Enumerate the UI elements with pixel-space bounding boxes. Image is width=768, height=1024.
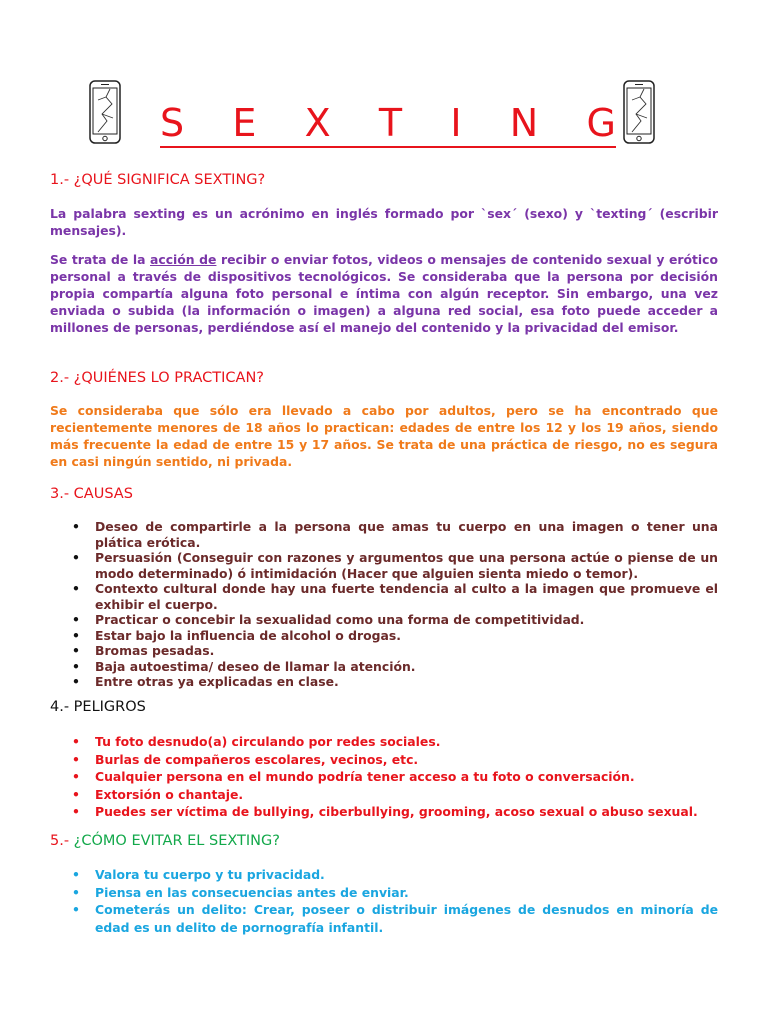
list-item: • Piensa en las consecuencias antes de enviar. [50, 884, 718, 902]
section-1-paragraph-1: La palabra sexting es un acrónimo en inglés formado por `sex´ (sexo) y `texting´ (escribir mensajes). [50, 206, 718, 238]
list-item: • Deseo de compartirle a la persona que amas tu cuerpo en una imagen o tener una plática erótica. [50, 519, 718, 550]
title-letter: T [378, 101, 403, 145]
causes-list [50, 519, 718, 690]
cracked-phone-icon [88, 80, 122, 144]
heading-number: 5.- [50, 833, 70, 849]
list-item: • Valora tu cuerpo y tu privacidad. [50, 866, 718, 884]
underlined-text: acción de [150, 252, 217, 267]
paragraph-text: recibir o enviar fotos, videos o mensajes de contenido sexual y erótico personal a través de dispositivos tecnológicos. Se consideraba que la persona por decisión propia compartía alguna foto personal e íntima con algún receptor. Sin embargo, una vez enviada o subida (la información o imagen) a alguna red social, esa foto puede acceder a millones de personas, perdiéndose así el manejo del contenido y la privacidad del emisor. [50, 252, 718, 335]
title-underline [160, 146, 616, 148]
list-item: • Entre otras ya explicadas en clase. [50, 674, 718, 690]
title-letter: N [509, 101, 539, 145]
title-letter: I [450, 101, 462, 145]
prevention-list [50, 866, 718, 936]
section-2-paragraph: Se consideraba que sólo era llevado a cabo por adultos, pero se ha encontrado que recientemente menores de 18 años lo practican: edades de entre los 12 y los 19 años, siendo más frecuente la edad de entre 15 y 17 años. Se trata de una práctica de riesgo, no es segura en casi ningún sentido, ni privada. [50, 403, 718, 469]
cracked-phone-icon [622, 80, 656, 144]
section-3-heading: 3.- CAUSAS [50, 486, 133, 502]
title-letter: S [160, 101, 185, 145]
title-letter: E [232, 101, 257, 145]
section-2-heading: 2.- ¿QUIÉNES LO PRACTICAN? [50, 370, 264, 386]
list-item: • Cualquier persona en el mundo podría tener acceso a tu foto o conversación. [50, 768, 718, 786]
section-4-heading: 4.- PELIGROS [50, 699, 146, 715]
title-row [0, 78, 768, 158]
list-item: • Estar bajo la influencia de alcohol o drogas. [50, 628, 718, 644]
list-item: • Extorsión o chantaje. [50, 786, 718, 804]
list-item: • Cometerás un delito: Crear, poseer o distribuir imágenes de desnudos en minoría de edad es un delito de pornografía infantil. [50, 901, 718, 936]
title-letter: G [586, 101, 616, 145]
section-1-heading: 1.- ¿QUÉ SIGNIFICA SEXTING? [50, 172, 266, 188]
heading-text: ¿CÓMO EVITAR EL SEXTING? [69, 833, 280, 849]
list-item: • Tu foto desnudo(a) circulando por redes sociales. [50, 733, 718, 751]
dangers-list [50, 733, 718, 821]
section-1-paragraph-2 [50, 251, 718, 336]
list-item: • Baja autoestima/ deseo de llamar la atención. [50, 659, 718, 675]
list-item: • Puedes ser víctima de bullying, ciberbullying, grooming, acoso sexual o abuso sexual. [50, 803, 718, 821]
paragraph-text: Se trata de la [50, 252, 150, 267]
page-title [160, 100, 616, 146]
list-item: • Contexto cultural donde hay una fuerte tendencia al culto a la imagen que promueve el exhibir el cuerpo. [50, 581, 718, 612]
list-item: • Burlas de compañeros escolares, vecinos, etc. [50, 751, 718, 769]
list-item: • Bromas pesadas. [50, 643, 718, 659]
title-letter: X [304, 101, 331, 145]
list-item: • Persuasión (Conseguir con razones y argumentos que una persona actúe o piense de un modo determinado) ó intimidación (Hacer que alguien sienta miedo o temor). [50, 550, 718, 581]
list-item: • Practicar o concebir la sexualidad como una forma de competitividad. [50, 612, 718, 628]
section-5-heading [50, 833, 280, 849]
